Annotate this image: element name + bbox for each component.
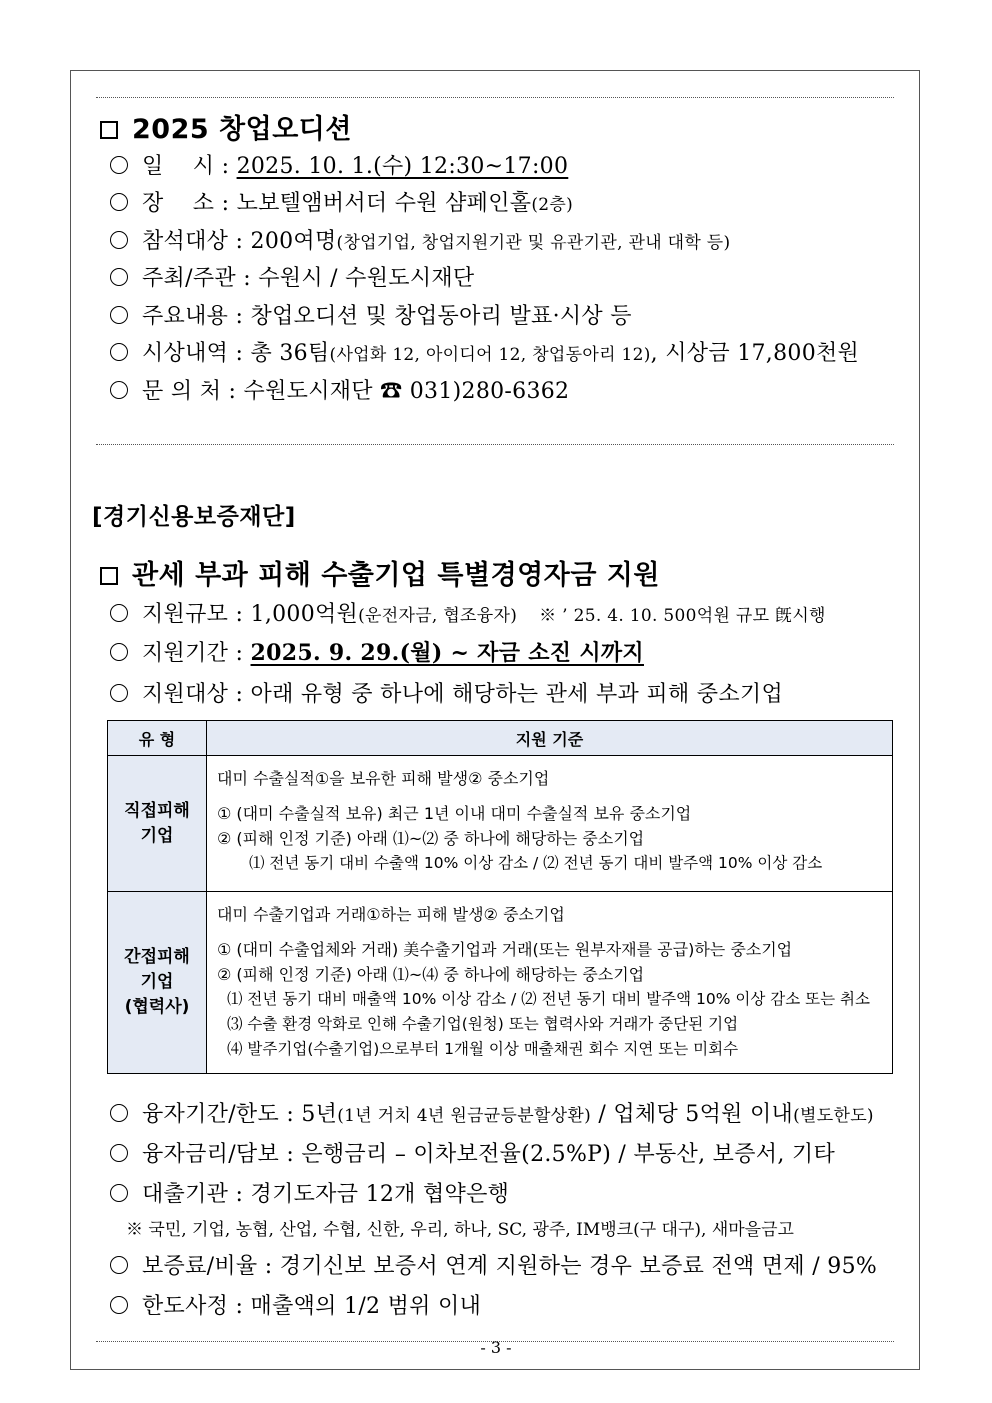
support-target: 지원대상 : 아래 유형 중 하나에 해당하는 관세 부과 피해 중소기업 bbox=[110, 677, 783, 708]
audition-venue: 장 소 : 노보텔앰버서더 수원 샴페인홀(2층) bbox=[110, 186, 573, 217]
circle-bullet-icon bbox=[110, 156, 128, 174]
criteria-table bbox=[107, 720, 893, 1074]
circle-bullet-icon bbox=[110, 306, 128, 324]
circle-bullet-icon bbox=[110, 1256, 128, 1274]
circle-bullet-icon bbox=[110, 231, 128, 249]
square-bullet-icon bbox=[100, 121, 118, 139]
table-row bbox=[108, 892, 893, 1074]
banks-note: ※ 국민, 기업, 농협, 산업, 수협, 신한, 우리, 하나, SC, 광주, IM뱅크(구 대구), 새마을금고 bbox=[126, 1220, 794, 1240]
loan-rate: 융자금리/담보 : 은행금리 – 이차보전율(2.5%P) / 부동산, 보증서, 기타 bbox=[110, 1137, 835, 1168]
divider-mid bbox=[96, 444, 894, 445]
audition-contact: 문 의 처 : 수원도시재단 ☎ 031)280-6362 bbox=[110, 374, 569, 405]
circle-bullet-icon bbox=[110, 268, 128, 286]
divider-top bbox=[96, 97, 894, 98]
circle-bullet-icon bbox=[110, 193, 128, 211]
circle-bullet-icon bbox=[110, 381, 128, 399]
guarantee-fee: 보증료/비율 : 경기신보 보증서 연계 지원하는 경우 보증료 전액 면제 / 95% bbox=[110, 1249, 877, 1280]
audition-title: 2025 창업오디션 bbox=[100, 107, 352, 146]
support-title: 관세 부과 피해 수출기업 특별경영자금 지원 bbox=[100, 553, 660, 592]
circle-bullet-icon bbox=[110, 1104, 128, 1122]
col-type-header: 유 형 bbox=[108, 721, 207, 756]
table-row bbox=[108, 756, 893, 892]
circle-bullet-icon bbox=[110, 1296, 128, 1314]
support-scale: 지원규모 : 1,000억원(운전자금, 협조융자) ※ ’ 25. 4. 10. 500억원 규모 旣시행 bbox=[110, 597, 826, 628]
circle-bullet-icon bbox=[110, 604, 128, 622]
limit-assessment: 한도사정 : 매출액의 1/2 범위 이내 bbox=[110, 1289, 481, 1320]
lender: 대출기관 : 경기도자금 12개 협약은행 bbox=[110, 1177, 509, 1208]
circle-bullet-icon bbox=[110, 1184, 128, 1202]
criteria-cell: 대미 수출기업과 거래①하는 피해 발생② 중소기업 ① (대미 수출업체와 거래) 美수출기업과 거래(또는 원부자재를 공급)하는 중소기업 ② (피해 인정 기준) 아래 ⑴~⑷ 중 하나에 해당하는 중소기업 ⑴ 전년 동기 대비 매출액 10% 이상 감소 / ⑵ 전년 동기 대비 발주액 10% 이상 감소 또는 취소 ⑶ 수출 환경 악화로 인해 수출기업(원청) 또는 협력사와 거래가 중단된 기업 ⑷ 발주기업(수출기업)으로부터 1개월 이상 매출채권 회수 지연 또는 미회수 bbox=[207, 892, 893, 1074]
type-cell: 직접피해 기업 bbox=[108, 756, 207, 892]
circle-bullet-icon bbox=[110, 1144, 128, 1162]
circle-bullet-icon bbox=[110, 684, 128, 702]
support-period: 지원기간 : 2025. 9. 29.(월) ~ 자금 소진 시까지 bbox=[110, 636, 644, 667]
type-cell: 간접피해 기업 (협력사) bbox=[108, 892, 207, 1074]
page-number: - 3 - bbox=[480, 1338, 512, 1357]
col-criteria-header: 지원 기준 bbox=[207, 721, 893, 756]
circle-bullet-icon bbox=[110, 643, 128, 661]
square-bullet-icon bbox=[100, 567, 118, 585]
audition-attendees: 참석대상 : 200여명(창업기업, 창업지원기관 및 유관기관, 관내 대학 등) bbox=[110, 224, 730, 255]
loan-period: 융자기간/한도 : 5년(1년 거치 4년 원금균등분할상환) / 업체당 5억원 이내(별도한도) bbox=[110, 1097, 874, 1128]
audition-content: 주요내용 : 창업오디션 및 창업동아리 발표·시상 등 bbox=[110, 299, 632, 330]
audition-host: 주최/주관 : 수원시 / 수원도시재단 bbox=[110, 261, 475, 292]
table-header-row bbox=[108, 721, 893, 756]
audition-datetime: 일 시 : 2025. 10. 1.(수) 12:30~17:00 bbox=[110, 149, 568, 180]
criteria-cell: 대미 수출실적①을 보유한 피해 발생② 중소기업 ① (대미 수출실적 보유) 최근 1년 이내 대미 수출실적 보유 중소기업 ② (피해 인정 기준) 아래 ⑴~⑵ 중 하나에 해당하는 중소기업 ⑴ 전년 동기 대비 수출액 10% 이상 감소 / ⑵ 전년 동기 대비 발주액 10% 이상 감소 bbox=[207, 756, 893, 892]
org-header: [경기신용보증재단] bbox=[92, 504, 296, 530]
circle-bullet-icon bbox=[110, 343, 128, 361]
audition-awards: 시상내역 : 총 36팀(사업화 12, 아이디어 12, 창업동아리 12), 시상금 17,800천원 bbox=[110, 336, 859, 367]
